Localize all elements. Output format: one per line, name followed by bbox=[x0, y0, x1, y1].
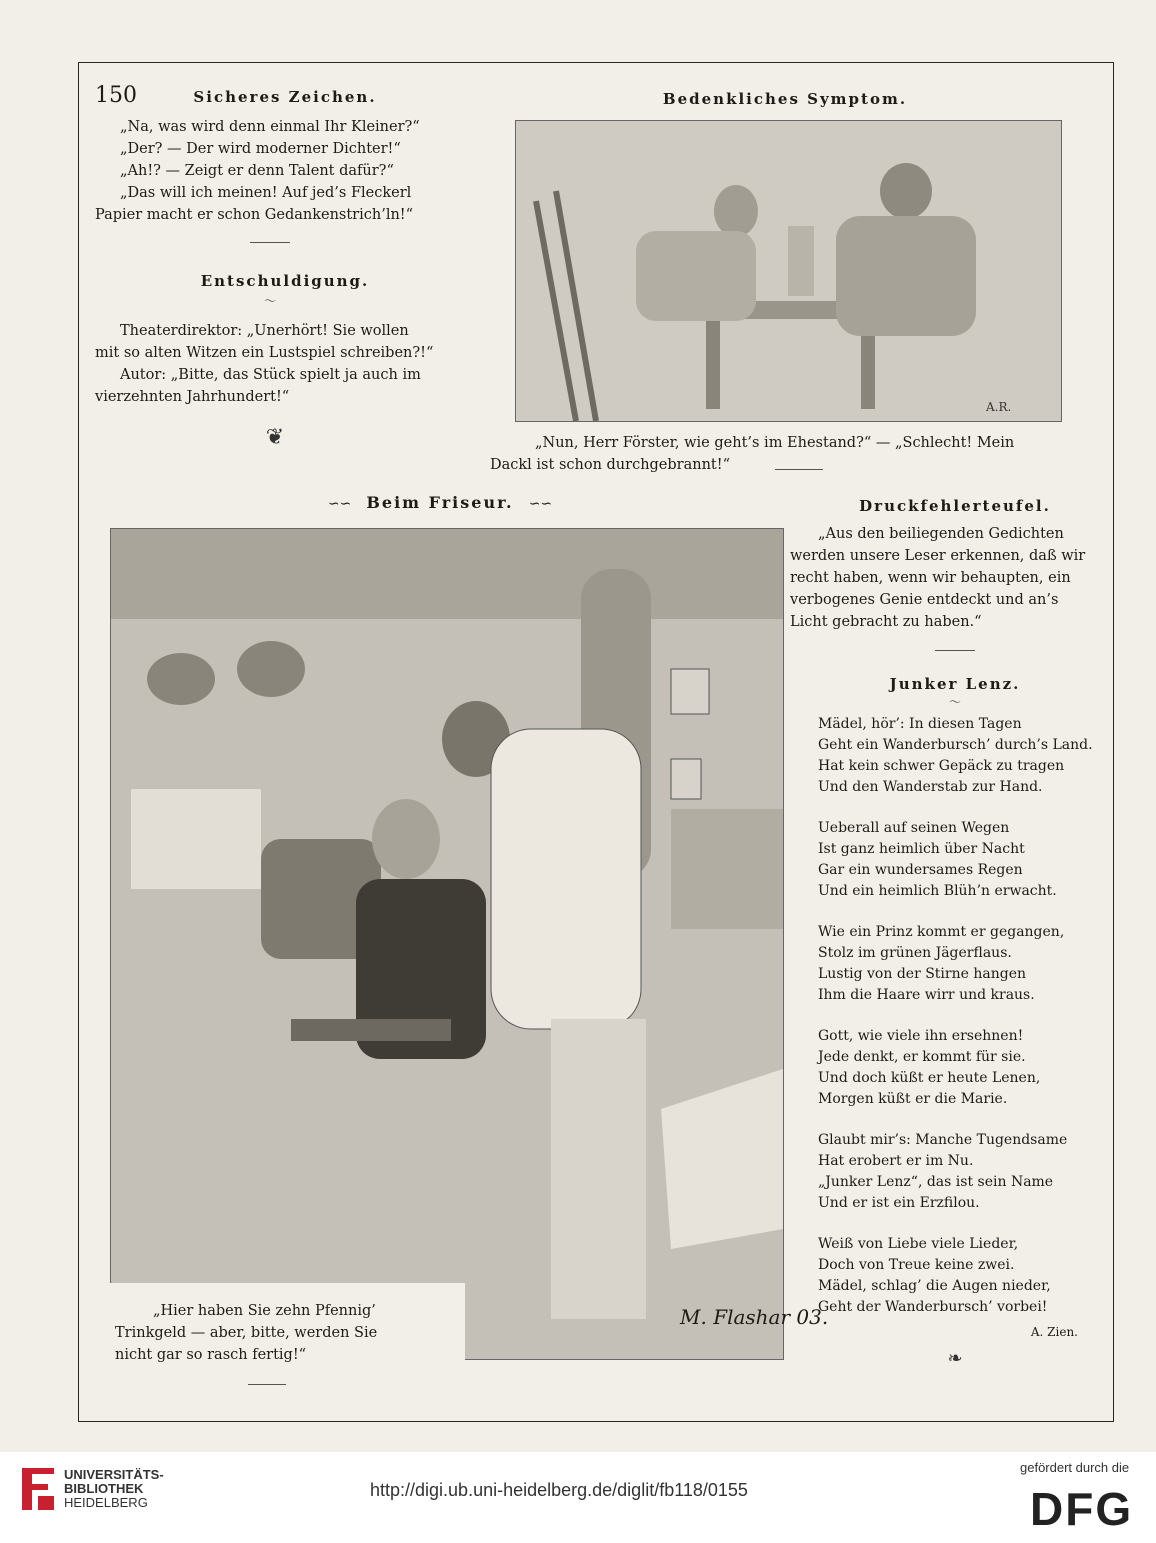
illustration-signature-flashar: M. Flashar 03. bbox=[680, 1305, 829, 1329]
divider bbox=[935, 650, 975, 651]
divider bbox=[248, 1384, 286, 1385]
poem-line: Und er ist ein Erzfilou. bbox=[818, 1195, 980, 1211]
text-line: Licht gebracht zu haben.“ bbox=[790, 614, 982, 630]
poem-line: Wie ein Prinz kommt er gegangen, bbox=[818, 924, 1065, 940]
left-flourish-icon: ∽∽ bbox=[327, 496, 352, 512]
stanza bbox=[818, 1130, 1098, 1214]
poem-junker-lenz bbox=[818, 714, 1098, 1343]
joke-entschuldigung bbox=[95, 320, 460, 408]
stanza bbox=[818, 714, 1098, 798]
text-line: werden unsere Leser erkennen, daß wir bbox=[790, 548, 1086, 564]
title-bedenkliches-symptom: Bedenkliches Symptom. bbox=[662, 90, 908, 108]
dfg-logo: DFG bbox=[1030, 1483, 1134, 1535]
poem-line: Und ein heimlich Blüh’n erwacht. bbox=[818, 883, 1057, 899]
poem-line: Ist ganz heimlich über Nacht bbox=[818, 841, 1025, 857]
divider bbox=[775, 469, 823, 470]
poem-line: Stolz im grünen Jägerflaus. bbox=[818, 945, 1012, 961]
text-line: vierzehnten Jahrhundert!“ bbox=[95, 389, 290, 405]
poem-line: Ihm die Haare wirr und kraus. bbox=[818, 987, 1035, 1003]
poem-line: Und den Wanderstab zur Hand. bbox=[818, 779, 1043, 795]
text-line: Dackl ist schon durchgebrannt!“ bbox=[490, 457, 730, 473]
permalink-url[interactable]: http://digi.ub.uni-heidelberg.de/diglit/fb118/0155 bbox=[370, 1480, 748, 1500]
poem-line: Geht ein Wanderbursch’ durch’s Land. bbox=[818, 737, 1093, 753]
text-line: Trinkgeld — aber, bitte, werden Sie bbox=[115, 1325, 378, 1341]
text-line: verbogenes Genie entdeckt und an’s bbox=[790, 592, 1059, 608]
poem-line: Doch von Treue keine zwei. bbox=[818, 1257, 1015, 1273]
page-number: 150 bbox=[95, 83, 137, 108]
text-line: Theaterdirektor: „Unerhört! Sie wollen bbox=[120, 323, 409, 339]
text-line: mit so alten Witzen ein Lustspiel schreiben?!“ bbox=[95, 345, 434, 361]
illustration-barber bbox=[110, 528, 784, 1360]
text-line: Autor: „Bitte, das Stück spielt ja auch im bbox=[120, 367, 421, 383]
tilde-ornament: 〜 bbox=[263, 294, 276, 308]
title-junker-lenz: Junker Lenz. bbox=[889, 675, 1021, 693]
text-line: recht haben, wenn wir behaupten, ein bbox=[790, 570, 1071, 586]
poem-line: „Junker Lenz“, das ist sein Name bbox=[818, 1174, 1054, 1190]
poem-line: Glaubt mir’s: Manche Tugendsame bbox=[818, 1132, 1068, 1148]
library-line: BIBLIOTHEK bbox=[64, 1481, 144, 1496]
divider bbox=[250, 242, 290, 243]
text-line: „Aus den beiliegenden Gedichten bbox=[818, 526, 1064, 542]
joke-sicheres-zeichen bbox=[95, 116, 455, 226]
poem-line: Hat kein schwer Gepäck zu tragen bbox=[818, 758, 1065, 774]
flourish-ornament-icon: ❧ bbox=[947, 1348, 963, 1369]
library-line: UNIVERSITÄTS- bbox=[64, 1467, 164, 1482]
text-line: Papier macht er schon Gedankenstrich’ln!“ bbox=[95, 207, 414, 223]
illustration-signature: A.R. bbox=[986, 400, 1012, 414]
tavern-sketch bbox=[516, 121, 1061, 421]
caption-beim-friseur bbox=[115, 1300, 460, 1366]
poem-line: Gar ein wundersames Regen bbox=[818, 862, 1023, 878]
stanza bbox=[818, 1234, 1098, 1318]
text-line: „Ah!? — Zeigt er denn Talent dafür?“ bbox=[120, 163, 394, 179]
right-flourish-icon: ∽∽ bbox=[528, 496, 553, 512]
poem-line: Gott, wie viele ihn ersehnen! bbox=[818, 1028, 1024, 1044]
title-druckfehlerteufel: Druckfehlerteufel. bbox=[859, 497, 1051, 515]
poem-line: Und doch küßt er heute Lenen, bbox=[818, 1070, 1041, 1086]
barber-sketch bbox=[111, 529, 783, 1359]
poem-line: Mädel, schlag’ die Augen nieder, bbox=[818, 1278, 1051, 1294]
viewer-footer bbox=[0, 1452, 1156, 1543]
text-line: „Nun, Herr Förster, wie geht’s im Ehestand?“ — „Schlecht! Mein bbox=[535, 435, 1015, 451]
library-line: HEIDELBERG bbox=[64, 1495, 148, 1510]
library-name bbox=[64, 1468, 164, 1510]
poem-line: Geht der Wanderbursch’ vorbei! bbox=[818, 1299, 1048, 1315]
title-entschuldigung: Entschuldigung. bbox=[200, 272, 370, 290]
stanza bbox=[818, 818, 1098, 902]
tilde-ornament: 〜 bbox=[948, 695, 961, 709]
poem-line: Jede denkt, er kommt für sie. bbox=[818, 1049, 1026, 1065]
text-line: „Das will ich meinen! Auf jed’s Fleckerl bbox=[120, 185, 412, 201]
stanza bbox=[818, 1026, 1098, 1110]
text-line: „Der? — Der wird moderner Dichter!“ bbox=[120, 141, 401, 157]
funded-by-label: gefördert durch die bbox=[1020, 1460, 1130, 1475]
title-beim-friseur: Beim Friseur. bbox=[366, 493, 514, 512]
intro-druckfehlerteufel bbox=[790, 523, 1095, 633]
illustration-tavern bbox=[515, 120, 1062, 422]
title-beim-friseur-wrap bbox=[290, 493, 590, 512]
poem-line: Morgen küßt er die Marie. bbox=[818, 1091, 1008, 1107]
university-logo-icon bbox=[18, 1464, 58, 1514]
title-sicheres-zeichen: Sicheres Zeichen. bbox=[193, 88, 377, 106]
text-line: „Hier haben Sie zehn Pfennig’ bbox=[153, 1303, 376, 1319]
poem-line: Ueberall auf seinen Wegen bbox=[818, 820, 1010, 836]
poem-line: Mädel, hör’: In diesen Tagen bbox=[818, 716, 1022, 732]
poem-line: Hat erobert er im Nu. bbox=[818, 1153, 974, 1169]
flourish-ornament-icon: ❦ bbox=[265, 425, 285, 450]
poem-author: A. Zien. bbox=[1030, 1325, 1078, 1339]
text-line: „Na, was wird denn einmal Ihr Kleiner?“ bbox=[120, 119, 420, 135]
text-line: nicht gar so rasch fertig!“ bbox=[115, 1347, 307, 1363]
poem-line: Lustig von der Stirne hangen bbox=[818, 966, 1026, 982]
stanza bbox=[818, 922, 1098, 1006]
poem-line: Weiß von Liebe viele Lieder, bbox=[818, 1236, 1019, 1252]
